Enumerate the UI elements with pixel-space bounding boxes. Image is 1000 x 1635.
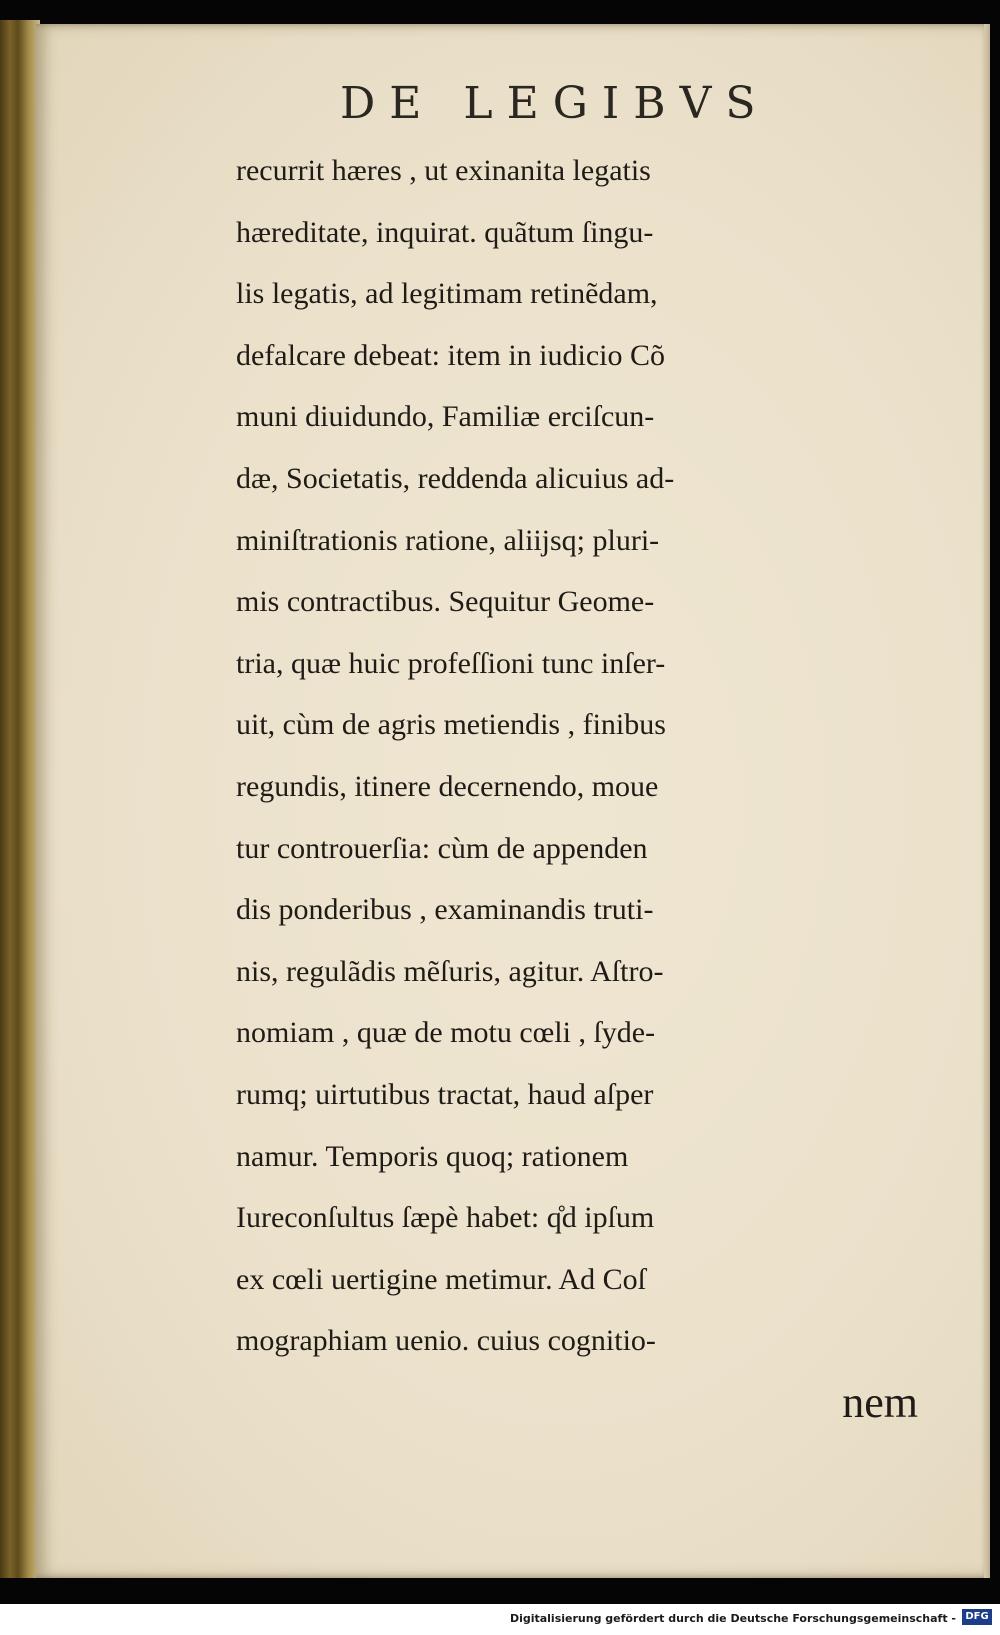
text-line: lis legatis, ad legitimam retinẽdam, <box>236 277 658 311</box>
text-line: uit, cùm de agris metiendis , finibus <box>236 708 666 742</box>
text-line: namur. Temporis quoq; rationem <box>236 1139 629 1173</box>
digitization-credit: Digitalisierung gefördert durch die Deutsche Forschungsgemeinschaft - <box>509 1612 956 1625</box>
book-spine <box>0 20 40 1578</box>
text-line: tur controuerſia: cùm de appenden <box>236 831 648 865</box>
text-line: mographiam uenio. cuius cognitio- <box>236 1324 656 1358</box>
text-line: nomiam , quæ de motu cœli , ſyde- <box>236 1016 656 1050</box>
text-line: ex cœli uertigine metimur. Ad Coſ <box>236 1262 646 1296</box>
text-line: mis contractibus. Sequitur Geome- <box>236 585 655 619</box>
text-line: miniſtrationis ratione, aliĳsq; pluri- <box>236 523 660 557</box>
page-edge <box>984 24 990 1578</box>
text-line: defalcare debeat: item in iudicio Cõ <box>236 338 665 372</box>
running-head: DE LEGIBVS <box>340 78 770 129</box>
text-line: recurrit hæres , ut exinanita legatis <box>236 154 651 187</box>
dfg-logo: DFG <box>962 1609 992 1625</box>
text-line: dæ, Societatis, reddenda alicuius ad- <box>236 461 675 495</box>
catchword: nem <box>842 1377 918 1427</box>
text-line: tria, quæ huic profeſſioni tunc inſer- <box>236 646 666 680</box>
text-line: regundis, itinere decernendo, moue <box>236 769 659 803</box>
text-line: hæreditate, inquirat. quãtum ſingu- <box>236 215 654 249</box>
text-line: rumq; uirtutibus tractat, haud aſper <box>236 1077 654 1111</box>
text-line: muni diuidundo, Familiæ erciſcun- <box>236 400 655 434</box>
text-line: Iureconſultus ſæpè habet: q̊d ipſum <box>236 1201 655 1235</box>
text-line: nis, regulãdis mẽſuris, agitur. Aſtro- <box>236 954 664 988</box>
text-line: dis ponderibus , examinandis truti- <box>236 893 654 927</box>
text-block <box>236 140 936 1433</box>
